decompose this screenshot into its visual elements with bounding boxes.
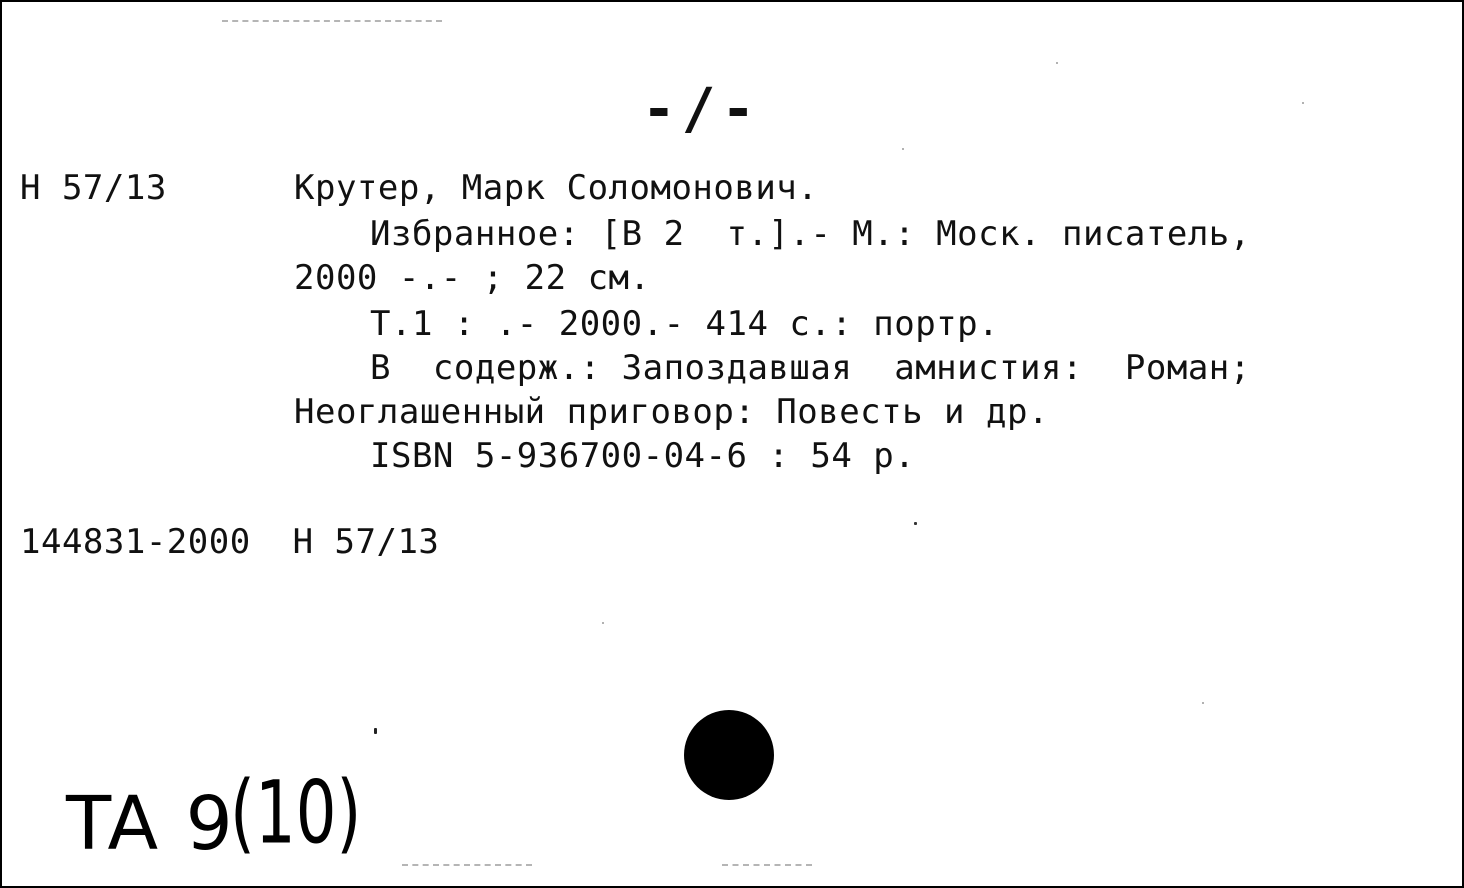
shelf-mark: Н 57/13 <box>20 168 167 208</box>
accession-number: 144831-2000 Н 57/13 <box>20 522 440 562</box>
page-mark: -/- <box>642 77 762 142</box>
scan-speck <box>1056 62 1058 64</box>
contents-line-1: В содерж.: Запоздавшая амнистия: Роман; <box>370 348 1251 388</box>
handwritten-paren: (10) <box>230 764 362 864</box>
isbn-line: ISBN 5-936700-04-6 : 54 р. <box>370 436 916 476</box>
scan-speck <box>1302 102 1304 104</box>
author-heading: Крутер, Марк Соломонович. <box>294 168 819 208</box>
scan-mark-top <box>222 20 442 24</box>
punch-hole <box>684 710 774 800</box>
title-line-2: 2000 -.- ; 22 см. <box>294 258 651 298</box>
scan-speck <box>902 148 904 150</box>
scan-mark-bottom <box>402 864 532 868</box>
scan-speck <box>374 728 377 734</box>
scan-speck <box>914 522 917 525</box>
scan-speck <box>1202 702 1204 704</box>
volume-line: Т.1 : .- 2000.- 414 с.: портр. <box>370 304 1000 344</box>
handwritten-code: TA 9 <box>66 781 235 867</box>
scan-speck <box>602 622 604 624</box>
scan-mark-bottom-2 <box>722 864 812 868</box>
title-line-1: Избранное: [В 2 т.].- М.: Моск. писатель, <box>370 214 1251 254</box>
contents-line-2: Неоглашенный приговор: Повесть и др. <box>294 392 1049 432</box>
